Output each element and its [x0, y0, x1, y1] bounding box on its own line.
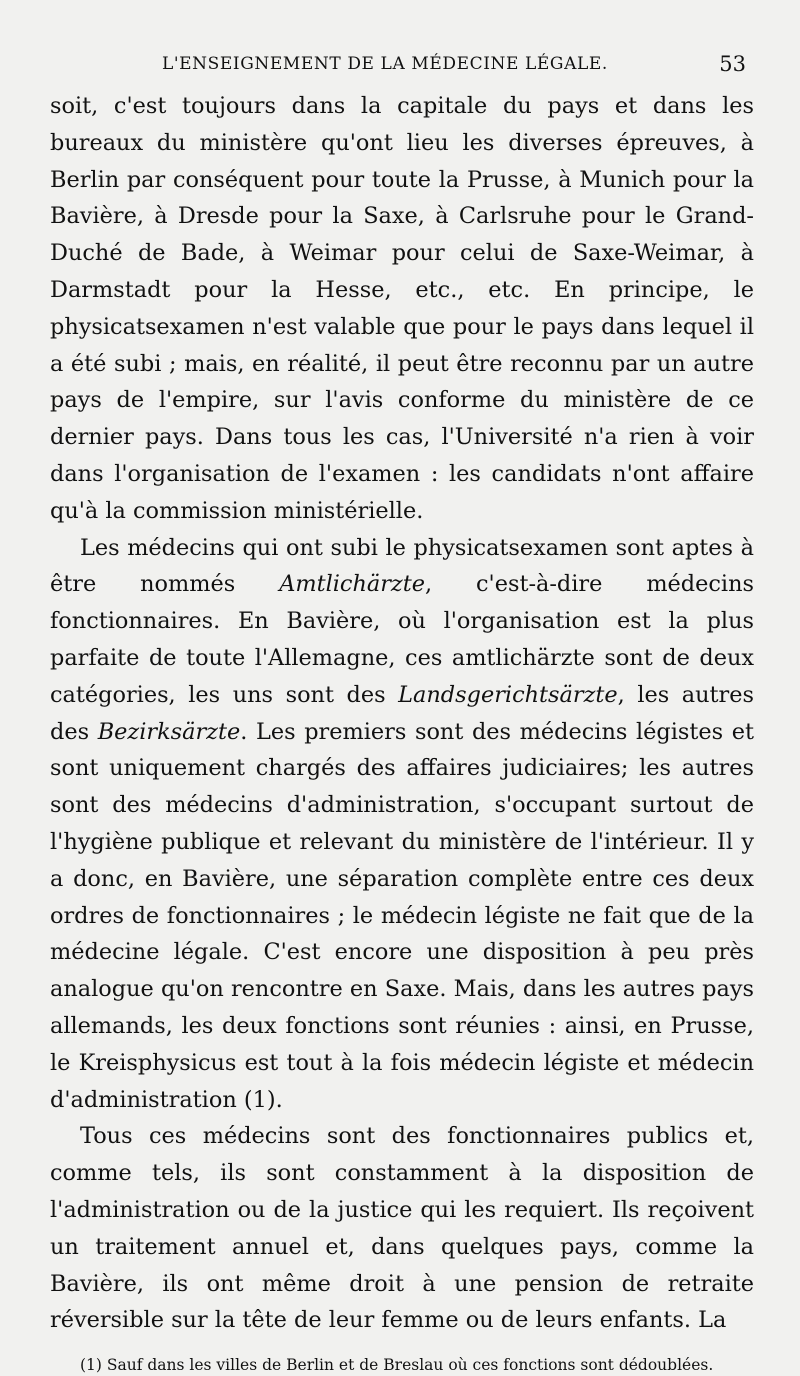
term-bezirksarzte: Bezirksärzte	[97, 718, 241, 745]
page-number: 53	[719, 52, 746, 76]
paragraph-2-text-d: . Les premiers sont des médecins légistes et sont uniquement chargés des affaires judiciaires; les autres sont des médecins d'administration, s'occupant surtout de l'hygiène publique et relevant du ministère de l'intérieur. Il y a donc, en Bavière, une séparation complète entre ces deux ordres de fonctionnaires ; le médecin légiste ne fait que de la médecine légale. C'est encore une disposition à peu près analogue qu'on rencontre en Saxe. Mais, dans les autres pays allemands, les deux fonctions sont réunies : ainsi, en Prusse, le Kreisphysicus est tout à la fois médecin légiste et médecin d'administration (1).	[50, 718, 754, 1113]
paragraph-1: soit, c'est toujours dans la capitale du pays et dans les bureaux du ministère qu'ont lieu les diverses épreuves, à Berlin par conséquent pour toute la Prusse, à Munich pour la Bavière, à Dresde pour la Saxe, à Carlsruhe pour le Grand-Duché de Bade, à Weimar pour celui de Saxe-Weimar, à Darmstadt pour la Hesse, etc., etc. En principe, le physicatsexamen n'est valable que pour le pays dans lequel il a été subi ; mais, en réalité, il peut être reconnu par un autre pays de l'empire, sur l'avis conforme du ministère de ce dernier pays. Dans tous les cas, l'Université n'a rien à voir dans l'organisation de l'examen : les candidats n'ont affaire qu'à la commission ministérielle.	[50, 93, 754, 524]
running-head: L'ENSEIGNEMENT DE LA MÉDECINE LÉGALE.	[162, 54, 608, 74]
page-header	[50, 52, 754, 88]
paragraph-2-text-a: Les médecins qui ont subi le physicatsexamen sont aptes à être nommés	[50, 534, 754, 598]
paragraph-3: Tous ces médecins sont des fonctionnaires publics et, comme tels, ils sont constamment à la disposition de l'administration ou de la justice qui les requiert. Ils reçoivent un traitement annuel et, dans quelques pays, comme la Bavière, ils ont même droit à une pension de retraite réversible sur la tête de leur femme ou de leurs enfants. La	[50, 1123, 754, 1334]
main-text	[50, 88, 754, 1339]
footnote: (1) Sauf dans les villes de Berlin et de Breslau où ces fonctions sont dédoublées.	[80, 1356, 714, 1375]
paragraph-2	[50, 530, 754, 1119]
footnote-spacer	[50, 1339, 754, 1355]
term-amtlicharzte: Amtlichärzte	[279, 571, 425, 598]
paragraph-2-text-b: , c'est-à-dire médecins fonctionnaires. En Bavière, où l'organisation est la plus parfaite de toute l'Allemagne, ces amtlichärzte sont de deux catégories, les uns sont des	[50, 571, 754, 708]
paragraph-2-text-c: , les autres des	[50, 681, 754, 745]
term-landsgerichtsarzte: Landsgerichtsärzte	[398, 681, 618, 708]
